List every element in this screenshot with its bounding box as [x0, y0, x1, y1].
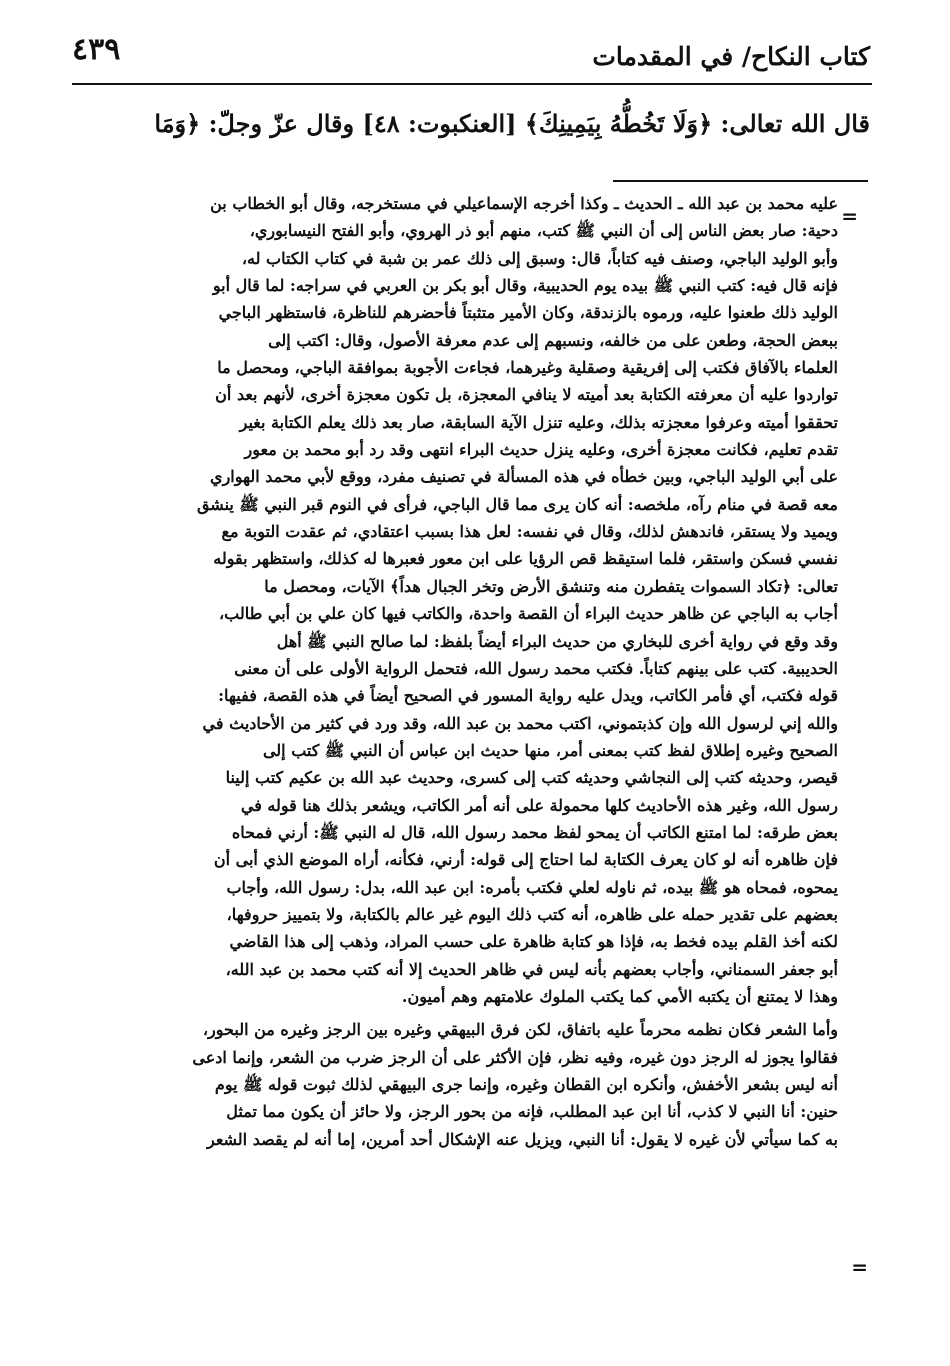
footnote-line: عليه محمد بن عبد الله ـ الحديث ـ وكذا أخرجه الإسماعيلي في مستخرجه، وقال أبو الخطاب بن — [210, 194, 838, 213]
footnote-line: الحديبية. كتب على بينهم كتاباً. فكتب محمد رسول الله، فتحمل الرواية الأولى على أن معنى — [234, 658, 838, 678]
footnote-line: به كما سيأتي لأن غيره لا يقول: أنا النبي، ويزيل عنه الإشكال أحد أمرين، إما أنه لم يقصد الشعر — [206, 1129, 838, 1149]
footnote-line: بعض طرقه: لما امتنع الكاتب أن يمحو لفظ محمد رسول الله، قال له النبي ﷺ: أرني فمحاه — [231, 822, 838, 842]
footnote-divider — [613, 180, 868, 182]
footnote-line: ببعض الحجة، وطعن على من خالفه، ونسبهم إلى عدم معرفة الأصول، وقال: اكتب إلى — [268, 330, 838, 350]
footnote-line: تحققوا أميته وعرفوا معجزته بذلك، وعليه تنزل الآية السابقة، صار بعد ذلك يعلم الكتابة بغير — [239, 412, 838, 432]
footnote-line: معه قصة في منام رآه، ملخصه: أنه كان يرى مما قال الباجي، فرأى في النوم قبر النبي ﷺ ينشق — [196, 494, 838, 514]
header-divider — [72, 83, 872, 85]
continuation-mark: = — [841, 204, 858, 228]
footnote-line: وهذا لا يمتنع أن يكتبه الأمي كما يكتب الملوك علامتهم وهم أميون. — [401, 986, 838, 1006]
footnote-line: تعالى: ﴿تكاد السموات يتفطرن منه وتنشق الأرض وتخر الجبال هداً﴾ الآيات، ومحصل ما — [264, 576, 838, 596]
footnote-line: وقد وقع في رواية أخرى للبخاري من حديث البراء أيضاً بلفظ: لما صالح النبي ﷺ أهل — [276, 631, 838, 651]
footnote-line: فإنه قال فيه: كتب النبي ﷺ بيده يوم الحديبية، وقال أبو بكر بن العربي في سراجه: لما قال أبو — [212, 276, 838, 296]
footnote-line: وأما الشعر فكان نظمه محرماً عليه باتفاق، لكن فرق البيهقي وغيره بين الرجز وغيره من البحور، — [202, 1020, 838, 1040]
main-text-line: قال الله تعالى: ﴿وَلَا تَخُطُّهُ بِيَمِينِكَ﴾ [العنكبوت: ٤٨] وقال عزّ وجلّ: ﴿وَمَا — [154, 109, 870, 138]
footnote-block — [102, 190, 838, 1153]
footnote-line: تواردوا عليه أن معرفته الكتابة بعد أميته لا ينافي المعجزة، بل تكون معجزة أخرى، لأنهم بعد أن — [215, 385, 838, 405]
footnote-line: والله إني لرسول الله وإن كذبتموني، اكتب محمد بن عبد الله، وقد ورد في كثير من الأحاديث في — [202, 713, 838, 733]
footnote-line: حنين: أنا النبي لا كذب، أنا ابن عبد المطلب، فإنه من بحور الرجز، ولا حائز أن يكون مما تمثل — [226, 1102, 838, 1122]
footnote-line: أبو جعفر السمناني، وأجاب بعضهم بأنه ليس في ظاهر الحديث إلا أنه كتب محمد بن عبد الله، — [225, 959, 838, 979]
running-title: كتاب النكاح/ في المقدمات — [592, 42, 870, 71]
footnote-line: نفسي فسكن واستقر، فلما استيقظ قص الرؤيا على ابن معور فعبرها له كذلك، واستظهر بقوله — [213, 549, 838, 569]
footnote-line: على أبي الوليد الباجي، وبين خطأه في هذه المسألة في تصنيف مفرد، ووقع لأبي محمد الهواري — [210, 467, 838, 487]
footnote-line: أجاب به الباجي عن ظاهر حديث البراء أن القصة واحدة، والكاتب فيها كان علي بن أبي طالب، — [218, 604, 838, 624]
footnote-line: فإن ظاهره أنه لو كان يعرف الكتابة لما احتاج إلى قوله: أرني، فكأنه، أراه الموضع الذي أبى أن — [213, 850, 838, 870]
footnote-line: رسول الله، وغير هذه الأحاديث كلها محمولة على أنه أمر الكاتب، ويشعر بذلك هنا قوله في — [240, 795, 838, 815]
footnote-line: فقالوا يجوز له الرجز دون غيره، وفيه نظر، فإن الأكثر على أن الرجز ضرب من الشعر، وإنما ادعى — [192, 1047, 838, 1067]
footnote-line: بعضهم على تقدير حمله على ظاهره، أنه كتب ذلك اليوم غير عالم بالكتابة، ولا بتمييز حروفها، — [226, 904, 838, 924]
footnote-line: أنه ليس بشعر الأخفش، وأنكره ابن القطان وغيره، وإنما جرى البيهقي لذلك ثبوت قوله ﷺ يوم — [214, 1075, 838, 1094]
continuation-mark-end: = — [851, 1255, 868, 1279]
footnote-line: وأبو الوليد الباجي، وصنف فيه كتاباً، قال: وسبق إلى ذلك عمر بن شبة في كتاب الكتاب له، — [241, 248, 838, 268]
page-number: ٤٣٩ — [72, 32, 121, 67]
footnote-line: دحية: صار بعض الناس إلى أن النبي ﷺ كتب، منهم أبو ذر الهروي، وأبو الفتح النيسابوري، — [249, 221, 838, 241]
footnote-line: لكنه أخذ القلم بيده فخط به، فإذا هو كتابة ظاهرة على حسب المراد، وذهب إلى هذا القاضي — [229, 932, 838, 952]
footnote-line: ويميد ولا يستقر، فاندهش لذلك، وقال في نفسه: لعل هذا بسبب اعتقادي، ثم عقدت التوبة مع — [221, 522, 838, 542]
footnote-line: الصحيح وغيره إطلاق لفظ كتب بمعنى أمر، منها حديث ابن عباس أن النبي ﷺ كتب إلى — [262, 740, 838, 760]
footnote-line: قوله فكتب، أي فأمر الكاتب، ويدل عليه رواية المسور في الصحيح أيضاً في هذه القصة، ففيها: — [218, 686, 838, 706]
footnote-line: تقدم تعليم، فكانت معجزة أخرى، وعليه ينزل حديث البراء انتهى وقد رد أبو محمد بن معور — [244, 440, 838, 460]
footnote-line: الوليد ذلك طعنوا عليه، ورموه بالزندقة، وكان الأمير متثبتاً فأحضرهم للناظرة، فاستظهر الباجي — [218, 303, 838, 323]
footnote-line: قيصر، وحديثه كتب إلى النجاشي وحديثه كتب إلى كسرى، وحديث عبد الله بن عكيم كتب إلينا — [225, 768, 838, 788]
footnote-line: يمحوه، فمحاه هو ﷺ بيده، ثم ناوله لعلي فكتب بأمره: ابن عبد الله، بدل: رسول الله، وأجاب — [226, 877, 838, 897]
footnote-line: العلماء بالآفاق فكتب إلى إفريقية وصقلية وغيرهما، فجاءت الأجوبة بموافقة الباجي، ومحصل ما — [217, 358, 838, 378]
